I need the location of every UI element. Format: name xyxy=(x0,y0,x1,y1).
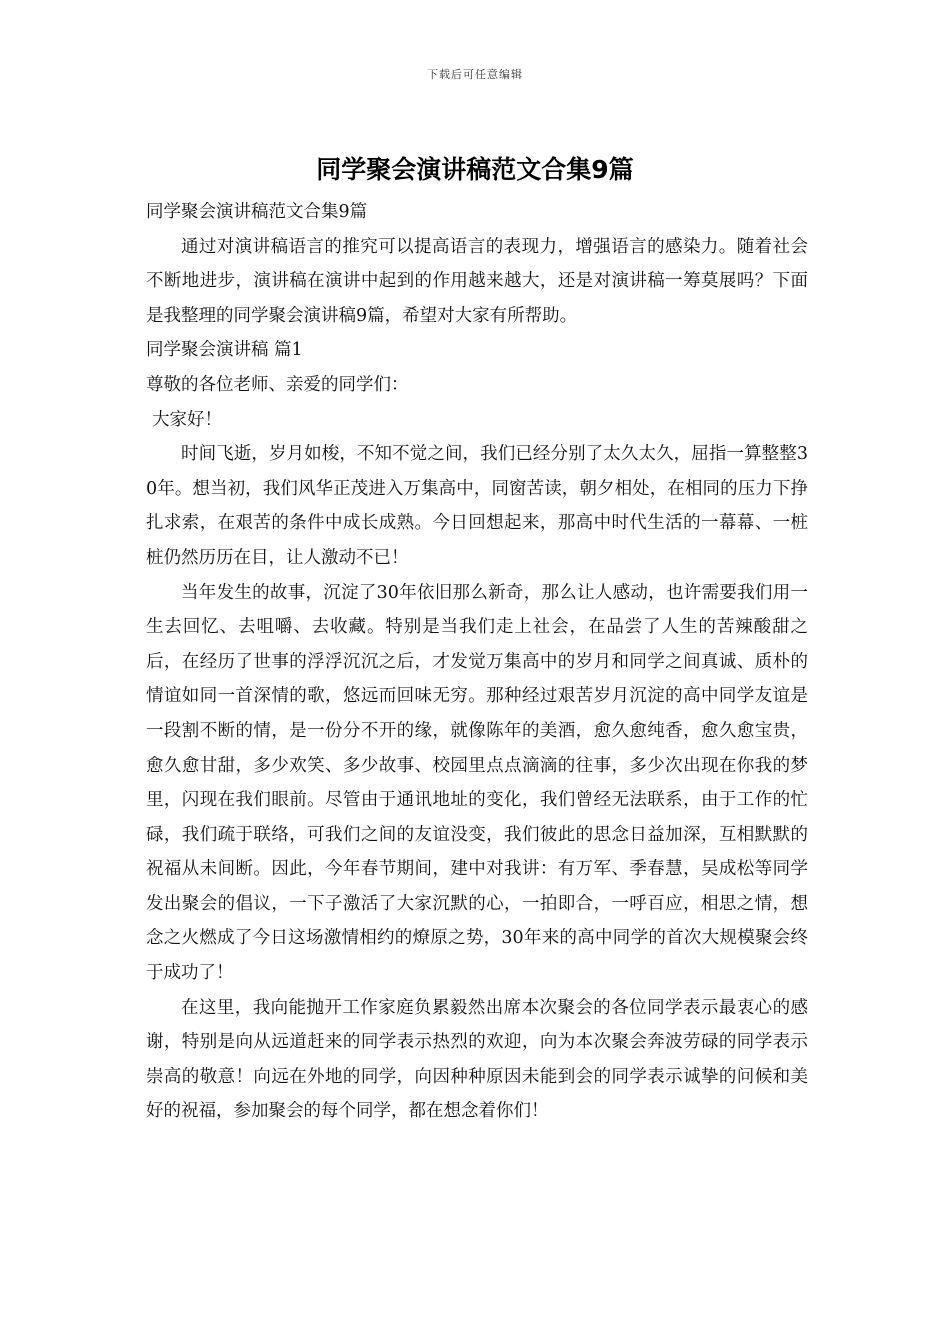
salutation: 尊敬的各位老师、亲爱的同学们： xyxy=(146,374,409,395)
greeting: 大家好！ xyxy=(152,409,222,430)
body-paragraph: 在这里，我向能抛开工作家庭负累毅然出席本次聚会的各位同学表示最衷心的感谢，特别是向从远道赶来的同学表示热烈的欢迎，向为本次聚会奔波劳碌的同学表示崇高的敬意！向远在外地的同学，向因种种原因未能到会的同学表示诚挚的问候和美好的祝福，参加聚会的每个同学，都在想念着你们！ xyxy=(146,997,808,1122)
section-heading: 同学聚会演讲稿 篇1 xyxy=(146,340,303,361)
document-title: 同学聚会演讲稿范文合集9篇 xyxy=(316,155,634,184)
intro-paragraph: 通过对演讲稿语言的推究可以提高语言的表现力，增强语言的感染力。随着社会不断地进步，演讲稿在演讲中起到的作用越来越大，还是对演讲稿一筹莫展吗？下面是我整理的同学聚会演讲稿9篇，希望对大家有所帮助。 xyxy=(146,236,808,326)
subtitle-line: 同学聚会演讲稿范文合集9篇 xyxy=(146,202,368,222)
header-note: 下载后可任意编辑 xyxy=(427,68,523,81)
document-body xyxy=(146,195,808,1129)
body-paragraph: 时间飞逝，岁月如梭，不知不觉之间，我们已经分别了太久太久，屈指一算整整30年。想当初，我们风华正茂进入万集高中，同窗苦读，朝夕相处，在相同的压力下挣扎求索，在艰苦的条件中成长成熟。今日回想起来，那高中时代生活的一幕幕、一桩桩仍然历历在目，让人激动不已！ xyxy=(146,444,808,568)
body-paragraph: 当年发生的故事，沉淀了30年依旧那么新奇，那么让人感动，也许需要我们用一生去回忆、去咀嚼、去收藏。特别是当我们走上社会，在品尝了人生的苦辣酸甜之后，在经历了世事的浮浮沉沉之后，才发觉万集高中的岁月和同学之间真诚、质朴的情谊如同一首深情的歌，悠远而回味无穷。那种经过艰苦岁月沉淀的高中同学友谊是一段割不断的情，是一份分不开的缘，就像陈年的美酒，愈久愈纯香，愈久愈宝贵，愈久愈甘甜，多少欢笑、多少故事、校园里点点滴滴的往事，多少次出现在你我的梦里，闪现在我们眼前。尽管由于通讯地址的变化，我们曾经无法联系，由于工作的忙碌，我们疏于联络，可我们之间的友谊没变，我们彼此的思念日益加深，互相默默的祝福从未间断。因此，今年春节期间，建中对我讲：有万军、季春慧，吴成松等同学发出聚会的倡议，一下子激活了大家沉默的心，一拍即合，一呼百应，相思之情，想念之火燃成了今日这场激情相约的燎原之势，30年来的高中同学的首次大规模聚会终于成功了！ xyxy=(146,582,808,984)
